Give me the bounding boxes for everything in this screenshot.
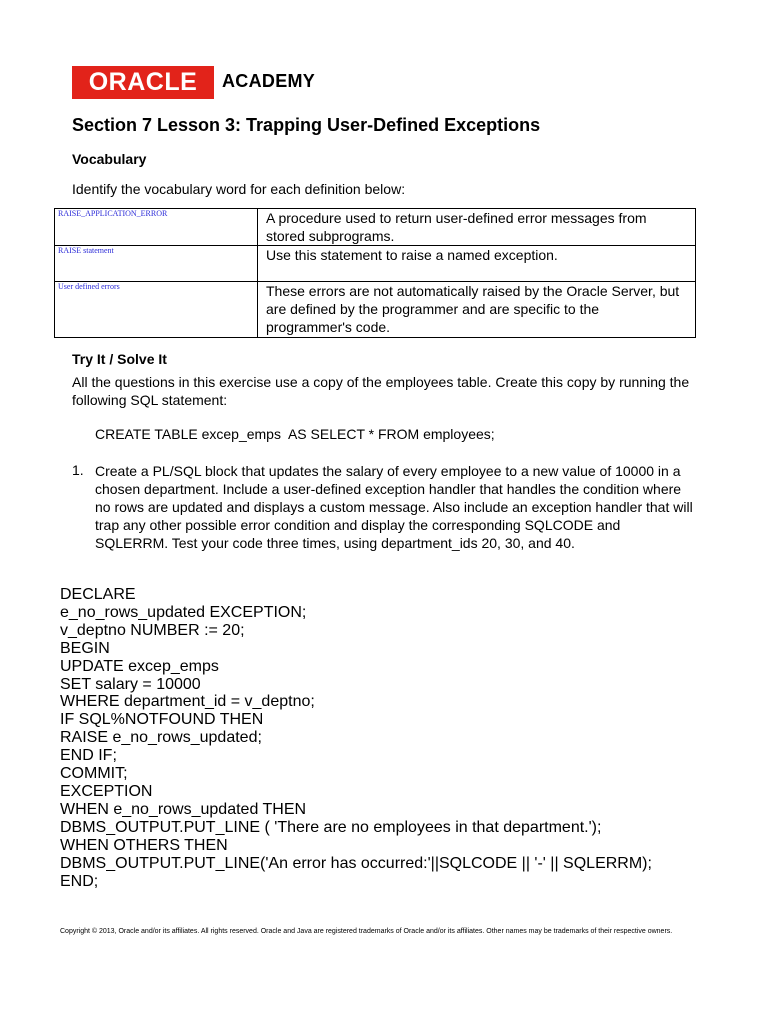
code-line: DECLARE	[60, 586, 136, 603]
code-line: END IF;	[60, 747, 117, 765]
vocab-term: RAISE statement	[55, 246, 258, 282]
code-line: UPDATE excep_emps	[60, 657, 219, 675]
vocabulary-intro: Identify the vocabulary word for each definition below:	[72, 181, 406, 197]
question-text: Create a PL/SQL block that updates the salary of every employee to a new value of 10000 in a chosen department. Include a user-defined exception handler that handles the condition where no rows are updated and displays a custom message. Also include an exception handler that will trap any other possible error condition and display the corresponding SQLCODE and SQLERRM. Test your code three times, using department_ids 20, 30, and 40.	[95, 463, 693, 551]
question-number: 1.	[72, 462, 84, 478]
oracle-logo: ORACLE	[72, 66, 214, 99]
vocabulary-table	[54, 208, 696, 338]
copyright-footer: Copyright © 2013, Oracle and/or its affiliates. All rights reserved. Oracle and Java are registered trademarks of Oracle and/or its affiliates. Other names may be trademarks of their respective owners.	[60, 928, 673, 935]
code-line: WHEN e_no_rows_updated THEN	[60, 800, 307, 818]
plsql-code-block	[60, 586, 652, 890]
code-line: WHERE department_id = v_deptno;	[60, 693, 315, 711]
vocab-definition: A procedure used to return user-defined error messages from stored subprograms.	[258, 209, 696, 246]
try-it-intro: All the questions in this exercise use a copy of the employees table. Create this copy by running the following SQL statement:	[72, 374, 690, 408]
code-line: DBMS_OUTPUT.PUT_LINE('An error has occurred:'||SQLCODE || '-' || SQLERRM);	[60, 854, 652, 872]
code-line: e_no_rows_updated EXCEPTION;	[60, 603, 307, 621]
vocab-definition: Use this statement to raise a named exception.	[258, 246, 696, 282]
vocab-term: User defined errors	[55, 282, 258, 338]
code-line: IF SQL%NOTFOUND THEN	[60, 711, 264, 729]
vocab-term: RAISE_APPLICATION_ERROR	[55, 209, 258, 246]
academy-label: ACADEMY	[222, 71, 316, 91]
code-line: END;	[60, 872, 99, 890]
vocab-row	[55, 209, 696, 246]
code-line: RAISE e_no_rows_updated;	[60, 729, 262, 747]
create-table-statement: CREATE TABLE excep_emps AS SELECT * FROM employees;	[95, 426, 495, 442]
code-line: SET salary = 10000	[60, 675, 201, 693]
code-line: DBMS_OUTPUT.PUT_LINE ( 'There are no employees in that department.');	[60, 818, 602, 836]
try-it-heading: Try It / Solve It	[72, 351, 167, 367]
vocabulary-heading: Vocabulary	[72, 151, 147, 167]
vocab-definition: These errors are not automatically raised by the Oracle Server, but are defined by the programmer and are specific to the programmer's code.	[258, 282, 696, 338]
vocab-row	[55, 246, 696, 282]
code-line: BEGIN	[60, 639, 110, 657]
registered-mark: ®	[207, 66, 213, 75]
code-line: COMMIT;	[60, 765, 128, 783]
code-line: v_deptno NUMBER := 20;	[60, 621, 245, 639]
code-line: EXCEPTION	[60, 782, 153, 800]
code-line: WHEN OTHERS THEN	[60, 836, 228, 854]
page-title: Section 7 Lesson 3: Trapping User-Defined Exceptions	[72, 115, 541, 135]
vocab-row	[55, 282, 696, 338]
